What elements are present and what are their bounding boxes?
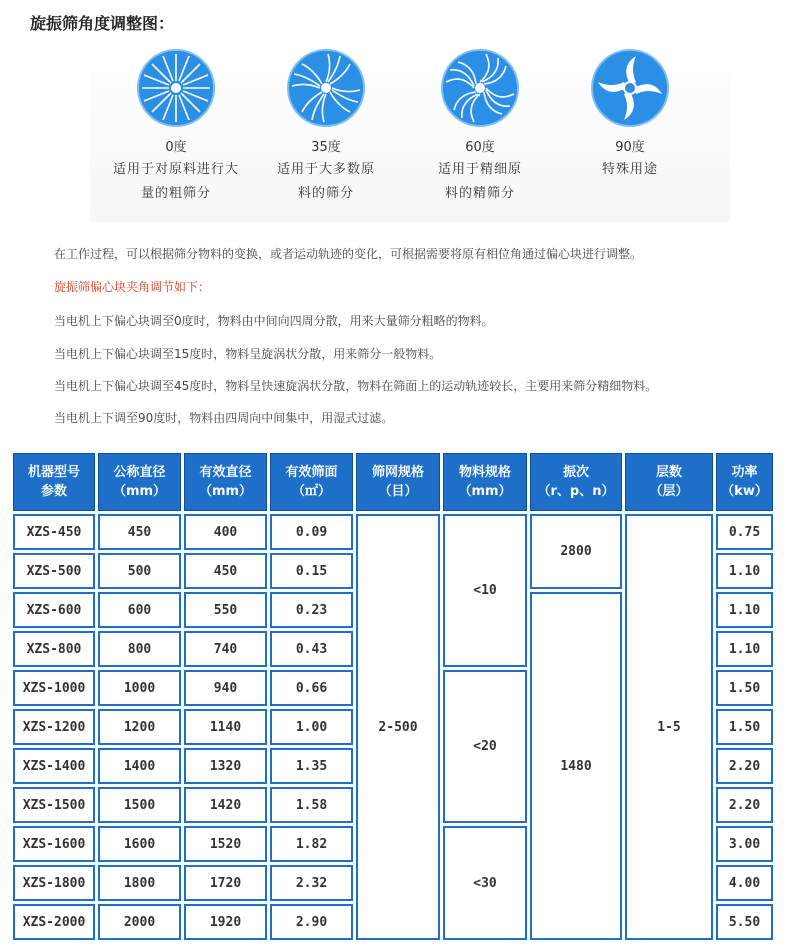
diagram-35-degree [236,48,416,206]
effective-cell: 1140 [184,709,267,745]
nominal-cell: 1400 [98,748,181,784]
model-cell: XZS-1200 [13,709,95,745]
power-cell: 1.10 [716,553,773,589]
model-cell: XZS-1400 [13,748,95,784]
effective-cell: 1520 [184,826,267,862]
effective-cell: 550 [184,592,267,628]
power-cell: 0.75 [716,514,773,550]
adjustment-line: 当电机上下偏心块调至45度时，物料呈快速旋涡状分散，物料在筛面上的运动轨迹较长，主要用来筛分精细物料。 [54,379,658,393]
nominal-cell: 1500 [98,787,181,823]
angle-label: 90度 [615,140,645,155]
header-material-size: 物料规格 （mm） [443,453,527,511]
nominal-cell: 800 [98,631,181,667]
angle-diagram-panel [90,40,730,222]
usage-text: 料的筛分 [297,186,354,201]
usage-text: 料的精筛分 [444,186,515,201]
power-cell: 1.50 [716,670,773,706]
table-row [13,514,773,550]
usage-text: 适用于对原料进行大 [112,162,239,177]
power-cell: 2.20 [716,787,773,823]
page-title: 旋振筛角度调整图： [30,14,175,33]
area-cell: 0.15 [270,553,353,589]
area-cell: 0.23 [270,592,353,628]
material-cell: <30 [443,826,527,940]
effective-cell: 450 [184,553,267,589]
effective-cell: 1320 [184,748,267,784]
area-cell: 2.32 [270,865,353,901]
usage-text: 适用于精细原 [437,162,522,177]
nominal-cell: 500 [98,553,181,589]
power-cell: 3.00 [716,826,773,862]
effective-cell: 1420 [184,787,267,823]
adjustment-heading: 旋振筛偏心块夹角调节如下： [54,280,211,294]
table-header-row [13,453,773,511]
usage-text: 特殊用途 [601,162,658,177]
model-cell: XZS-1800 [13,865,95,901]
area-cell: 0.43 [270,631,353,667]
fan-blade-icon [590,48,670,128]
power-cell: 2.20 [716,748,773,784]
area-cell: 0.66 [270,670,353,706]
nominal-cell: 1800 [98,865,181,901]
spiral-curve-icon [440,48,520,128]
power-cell: 4.00 [716,865,773,901]
area-cell: 2.90 [270,904,353,940]
adjustment-line: 当电机上下偏心块调至15度时，物料呈旋涡状分散，用来筛分一般物料。 [54,347,442,361]
area-cell: 1.58 [270,787,353,823]
diagram-90-degree [540,48,720,182]
power-cell: 5.50 [716,904,773,940]
effective-cell: 940 [184,670,267,706]
model-cell: XZS-1600 [13,826,95,862]
model-cell: XZS-800 [13,631,95,667]
nominal-cell: 450 [98,514,181,550]
area-cell: 1.35 [270,748,353,784]
model-cell: XZS-500 [13,553,95,589]
power-cell: 1.10 [716,592,773,628]
header-model: 机器型号 参数 [13,453,95,511]
layers-cell: 1-5 [625,514,713,940]
angle-label: 60度 [465,140,495,155]
power-cell: 1.10 [716,631,773,667]
usage-text: 适用于大多数原 [276,162,375,177]
effective-cell: 1920 [184,904,267,940]
header-power: 功率 （kw） [716,453,773,511]
model-cell: XZS-450 [13,514,95,550]
nominal-cell: 1200 [98,709,181,745]
power-cell: 1.50 [716,709,773,745]
header-nominal-diameter: 公称直径 （mm） [98,453,181,511]
radial-slight-curve-icon [286,48,366,128]
header-effective-diameter: 有效直径 （mm） [184,453,267,511]
header-mesh: 筛网规格 （目） [356,453,440,511]
adjustment-line: 当电机上下调至90度时，物料由四周向中间集中，用湿式过滤。 [54,411,394,425]
spec-table [10,450,776,943]
area-cell: 1.00 [270,709,353,745]
area-cell: 0.09 [270,514,353,550]
adjustment-line: 当电机上下偏心块调至0度时，物料由中间向四周分散，用来大量筛分粗略的物料。 [54,314,494,328]
model-cell: XZS-2000 [13,904,95,940]
material-cell: <20 [443,670,527,823]
angle-label: 35度 [311,140,341,155]
nominal-cell: 600 [98,592,181,628]
vibration-cell: 2800 [530,514,622,589]
nominal-cell: 2000 [98,904,181,940]
effective-cell: 1720 [184,865,267,901]
model-cell: XZS-1000 [13,670,95,706]
usage-text: 量的粗筛分 [140,186,211,201]
area-cell: 1.82 [270,826,353,862]
effective-cell: 740 [184,631,267,667]
model-cell: XZS-600 [13,592,95,628]
mesh-cell: 2-500 [356,514,440,940]
header-vibration: 振次 （r、p、n） [530,453,622,511]
nominal-cell: 1000 [98,670,181,706]
intro-paragraph: 在工作过程，可以根据筛分物料的变换，或者运动轨迹的变化，可根据需要将原有相位角通过偏心块进行调整。 [54,247,643,261]
vibration-cell: 1480 [530,592,622,940]
material-cell: <10 [443,514,527,667]
effective-cell: 400 [184,514,267,550]
model-cell: XZS-1500 [13,787,95,823]
angle-label: 0度 [165,140,187,155]
nominal-cell: 1600 [98,826,181,862]
radial-straight-arrows-icon [136,48,216,128]
header-screen-area: 有效筛面 （㎡） [270,453,353,511]
header-layers: 层数 （层） [625,453,713,511]
